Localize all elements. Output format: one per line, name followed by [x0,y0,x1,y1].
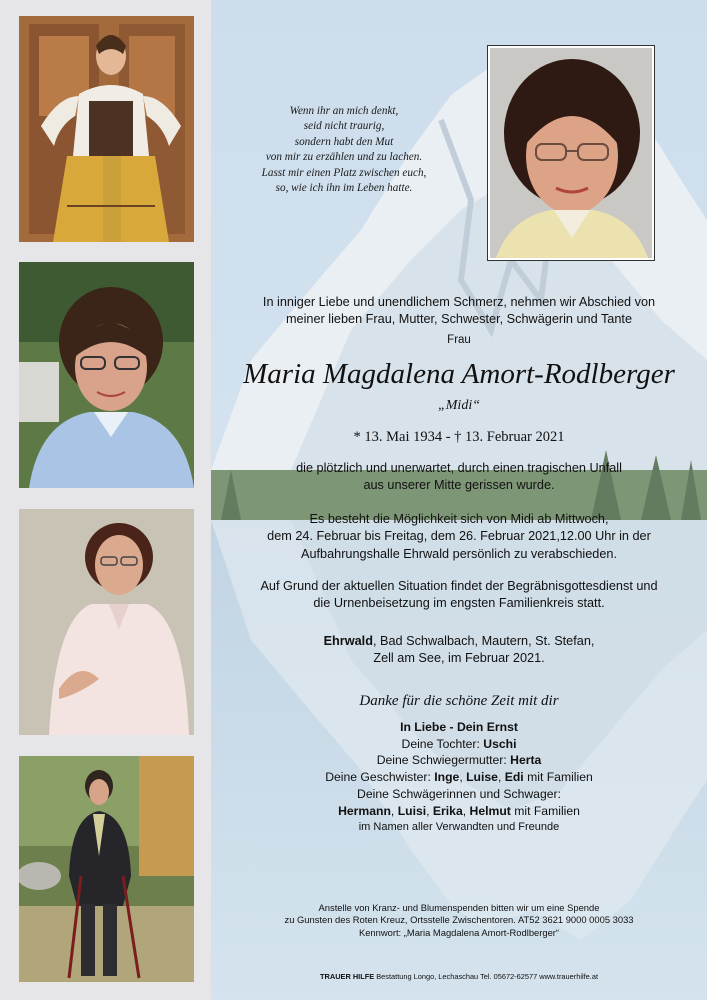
cause-text [211,460,707,495]
photo-glasses-outdoor [19,262,194,488]
family-name: Inge [434,770,460,785]
cause-line: aus unserer Mitte gerissen wurde. [363,478,555,493]
deceased-nickname: „Midi“ [437,398,480,413]
family-name: Luise [466,770,498,785]
family-name: Herta [510,753,542,768]
photo-strip [0,0,211,1000]
family-line: im Namen aller Verwandten und Freunde [358,821,560,834]
family-name: Erika [432,803,463,818]
places-line [211,633,707,650]
family-name: Luisi [397,803,427,818]
imprint [211,972,707,982]
poem-line: so, wie ich ihn im Leben hatte. [275,182,413,195]
viewing-line: Es besteht die Möglichkeit sich von Midi ab Mittwoch, [309,512,609,526]
intro-text [211,294,707,329]
family-line [211,752,707,769]
family-suffix: mit Familien [510,803,580,818]
viewing-line: Aufbahrungshalle Ehrwald persönlich zu verabschieden. [301,546,617,561]
poem-line: Wenn ihr an mich denkt, [289,105,399,117]
separator: , [497,770,505,785]
poem-line: von mir zu erzählen und zu lachen. [265,151,423,164]
poem-line: sondern habt den Mut [294,135,394,148]
obituary-panel [211,0,707,1000]
service-line: Auf Grund der aktuellen Situation findet der Begräbnisgottesdienst und [260,579,658,593]
donation-line: Kennwort: „Maria Magdalena Amort-Rodlberger“ [358,926,560,938]
donation-note [211,902,707,939]
imprint-text: Bestattung Longo, Lechaschau Tel. 05672-62577 www.trauerhilfe.at [374,972,598,981]
family-label: Deine Geschwister: [325,770,435,785]
separator: , [390,803,398,818]
places-rest: , Bad Schwalbach, Mautern, St. Stefan, [372,634,595,648]
family-name: Hermann [338,803,391,818]
family-label: Deine Schwiegermutter: [376,753,511,768]
separator: , [426,803,433,818]
portrait-photo [487,45,655,261]
life-dates: * 13. Mai 1934 - † 13. Februar 2021 [353,429,565,445]
imprint-brand: TRAUER HILFE [320,972,375,981]
places-line: Zell am See, im Februar 2021. [373,651,545,666]
photo-hiking [19,756,194,982]
donation-line: zu Gunsten des Roten Kreuz, Ortsstelle Zwischentoren. AT52 3621 9000 0005 3033 [284,914,634,926]
family-name: Uschi [483,736,517,751]
family-name: Helmut [469,803,511,818]
service-line: die Urnenbeisetzung im engsten Familienkreis statt. [313,596,605,611]
separator: , [459,770,467,785]
family-line [211,719,707,736]
places-first: Ehrwald [323,634,373,648]
places-text [211,633,707,668]
intro-line: meiner lieben Frau, Mutter, Schwester, Schwägerin und Tante [285,312,633,327]
intro-line: In inniger Liebe und unendlichem Schmerz, nehmen wir Abschied von [262,295,656,309]
viewing-line: dem 24. Februar bis Freitag, dem 26. Februar 2021,12.00 Uhr in der [267,529,651,544]
poem-line: seid nicht traurig, [303,120,385,133]
family-suffix: mit Familien [523,770,593,785]
photo-dirndl [19,16,194,242]
family-list [211,719,707,836]
family-line [211,769,707,786]
donation-line: Anstelle von Kranz- und Blumenspenden bitten wir um eine Spende [318,902,600,913]
family-name: Edi [504,770,524,785]
family-line [211,736,707,753]
viewing-text [211,511,707,563]
thanks-heading: Danke für die schöne Zeit mit dir [359,693,559,709]
photo-pink-blouse [19,509,194,735]
service-text [211,578,707,613]
poem-line: Lasst mir einen Platz zwischen euch, [261,166,427,179]
family-label: Deine Tochter: [401,736,484,751]
deceased-name: Maria Magdalena Amort-Rodlberger [243,358,675,390]
cause-line: die plötzlich und unerwartet, durch einen tragischen Unfall [296,461,622,475]
family-spouse: In Liebe - Dein Ernst [400,720,518,734]
family-line: Deine Schwägerinnen und Schwager: [357,786,561,801]
salutation: Frau [447,334,471,346]
poem [231,104,457,196]
separator: , [462,803,470,818]
family-line [211,803,707,820]
